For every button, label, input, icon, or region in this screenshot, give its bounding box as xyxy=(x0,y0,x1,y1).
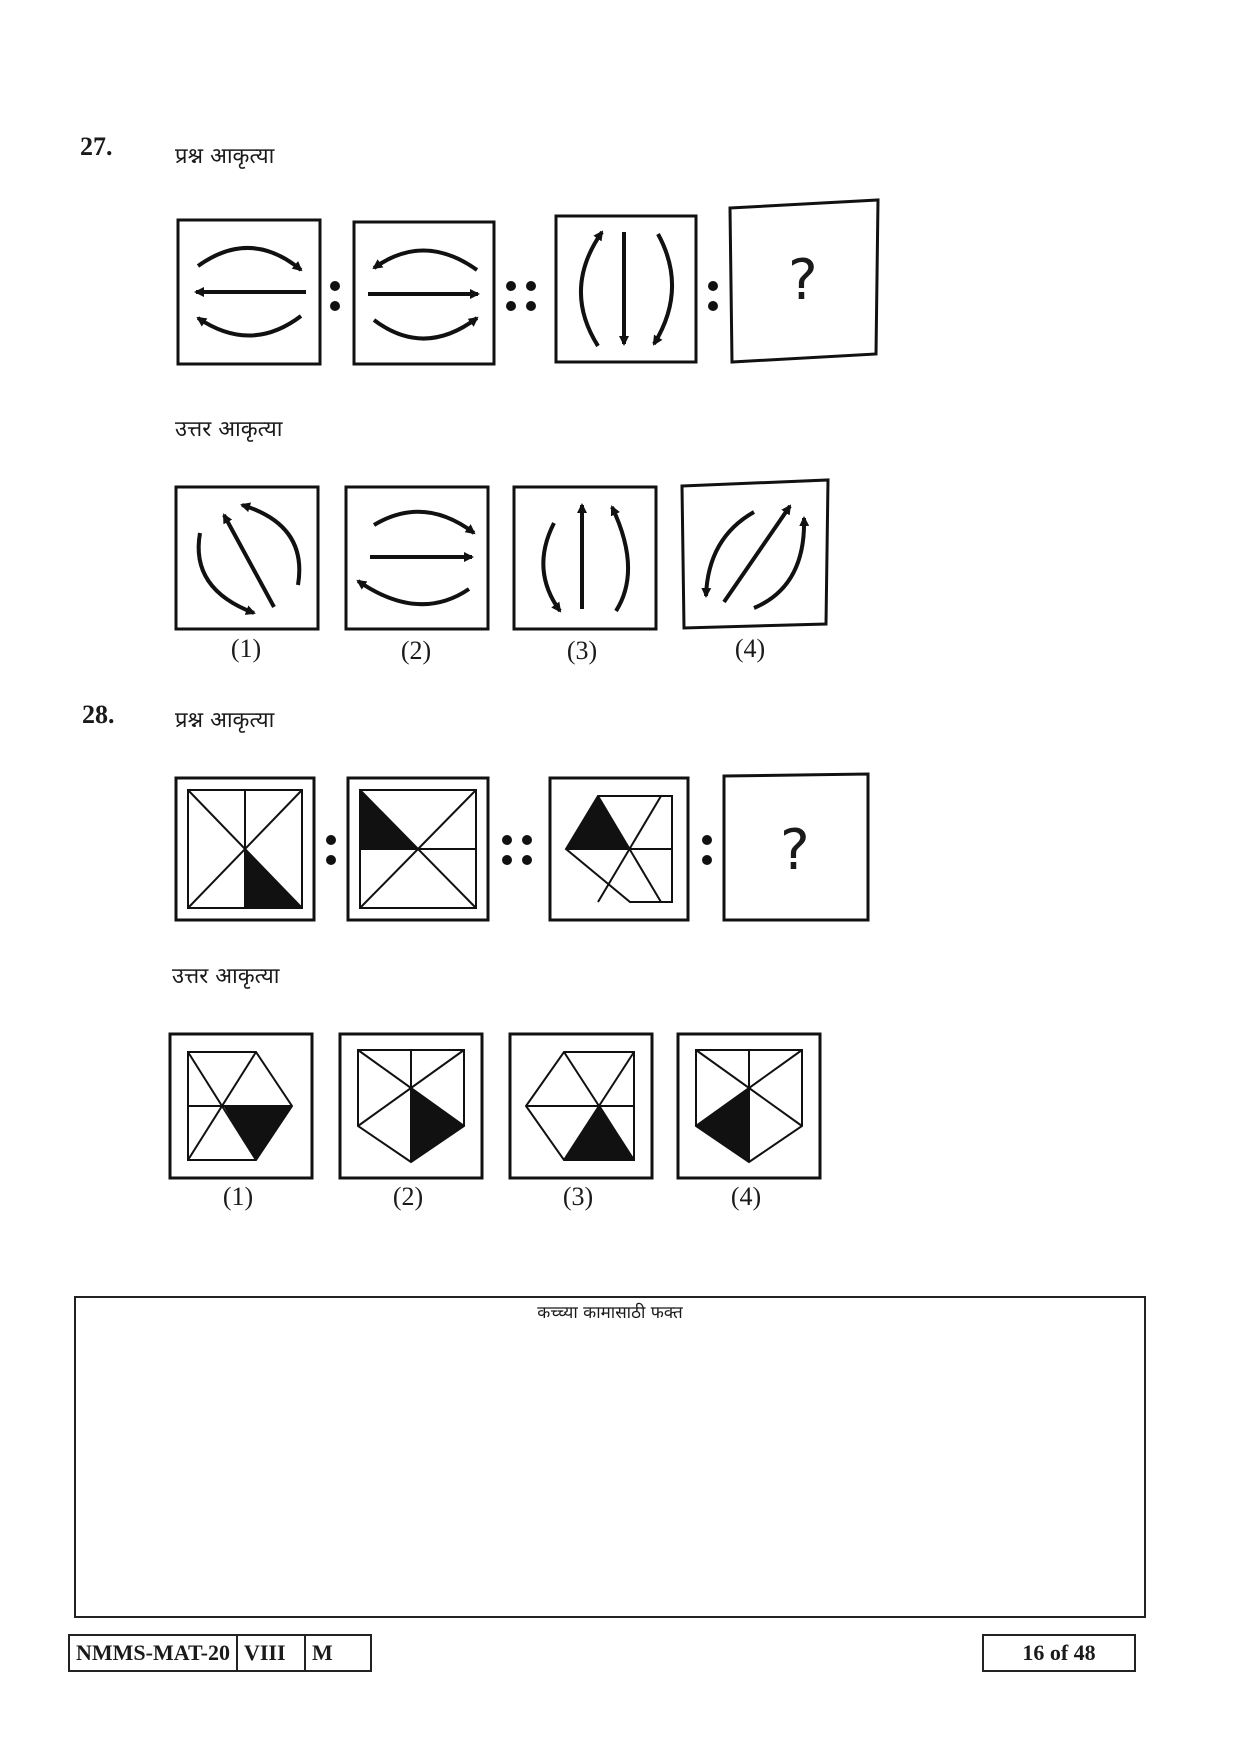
q27-option-1-label[interactable]: (1) xyxy=(230,634,262,663)
q27-answer-figures-label: उत्तर आकृत्या xyxy=(175,417,283,442)
q28-problem-figure-3 xyxy=(548,776,690,922)
ratio-colon xyxy=(328,278,342,314)
paper-code: NMMS-MAT-20 xyxy=(70,1636,238,1670)
page-number: 16 of 48 xyxy=(1022,1640,1096,1665)
class-code: VIII xyxy=(238,1636,306,1670)
q28-answer-figures-label: उत्तर आकृत्या xyxy=(172,964,280,989)
q28-problem-figure-1 xyxy=(174,776,316,922)
q28-problem-figures-label: प्रश्न आकृत्या xyxy=(175,708,275,733)
page-number-box xyxy=(982,1634,1136,1672)
q27-answer-figure-4[interactable] xyxy=(680,478,830,630)
ratio-colon xyxy=(324,832,338,868)
question-number-27: 27. xyxy=(80,132,113,161)
rough-work-box xyxy=(74,1296,1146,1618)
ratio-colon xyxy=(700,832,714,868)
q28-answer-figure-2[interactable] xyxy=(338,1032,484,1180)
q27-answer-figure-3[interactable] xyxy=(512,485,658,631)
q28-answer-figure-3[interactable] xyxy=(508,1032,654,1180)
q27-answer-figure-2[interactable] xyxy=(344,485,490,631)
q28-problem-figure-2 xyxy=(346,776,490,922)
paper-code-box xyxy=(68,1634,372,1672)
q27-option-2-label[interactable]: (2) xyxy=(400,636,432,665)
q28-option-1-label[interactable]: (1) xyxy=(222,1182,254,1211)
q28-option-2-label[interactable]: (2) xyxy=(392,1182,424,1211)
q28-answer-figure-4[interactable] xyxy=(676,1032,822,1180)
q28-answer-figure-1[interactable] xyxy=(168,1032,314,1180)
q28-option-4-label[interactable]: (4) xyxy=(730,1182,762,1211)
q27-option-4-label[interactable]: (4) xyxy=(734,634,766,663)
proportion-double-colon xyxy=(500,832,534,868)
rough-work-title: कच्च्या कामासाठी फक्त xyxy=(537,1303,683,1323)
q27-problem-figure-3 xyxy=(554,214,698,364)
q27-problem-figures-label: प्रश्न आकृत्या xyxy=(175,144,275,169)
q28-option-3-label[interactable]: (3) xyxy=(562,1182,594,1211)
q27-problem-figure-1 xyxy=(176,218,322,366)
q28-question-mark: ? xyxy=(780,818,810,883)
question-number-28: 28. xyxy=(82,700,115,729)
q27-question-mark: ? xyxy=(788,248,818,313)
ratio-colon xyxy=(706,278,720,314)
q27-problem-figure-2 xyxy=(352,220,496,366)
medium-code: M xyxy=(311,1640,333,1665)
proportion-double-colon xyxy=(504,278,538,314)
q27-option-3-label[interactable]: (3) xyxy=(566,636,598,665)
q27-answer-figure-1[interactable] xyxy=(174,485,320,631)
